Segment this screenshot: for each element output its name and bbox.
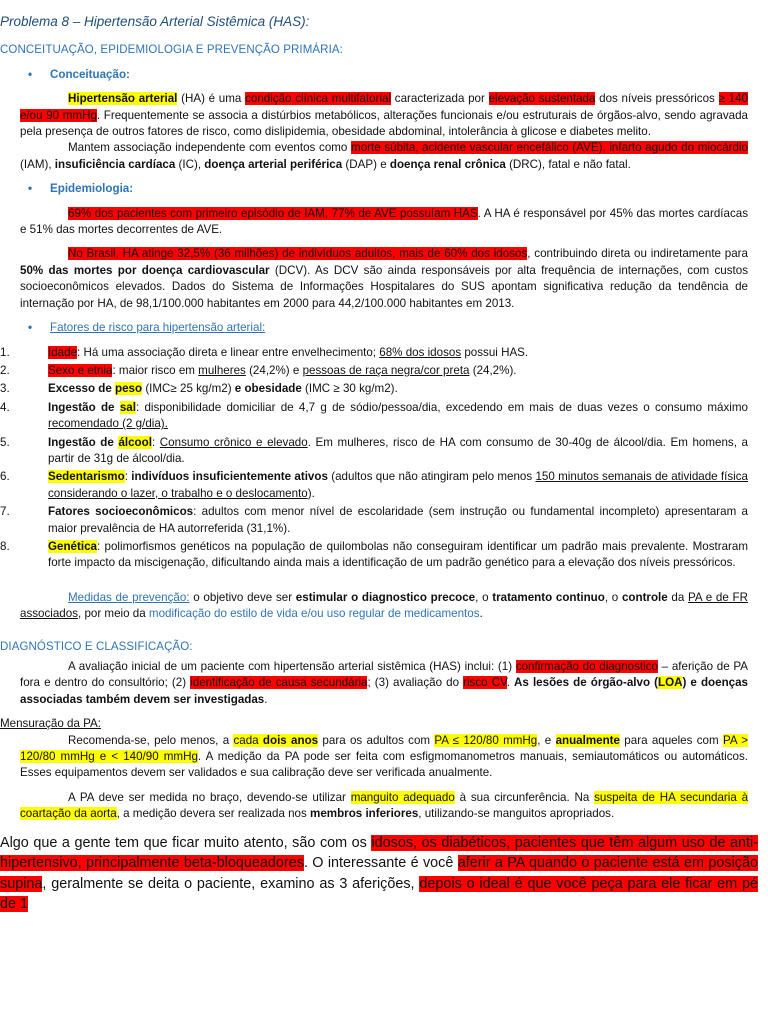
- highlight-term: Idade: [48, 345, 78, 359]
- text-run: possui HAS.: [461, 345, 529, 359]
- list-item: [0, 381, 748, 397]
- text-run: (adultos que não atingiram pelo menos: [327, 470, 536, 484]
- text-run: dos níveis pressóricos: [595, 92, 719, 106]
- bullet-dot-icon: •: [28, 182, 33, 196]
- bold-term: estimular o diagnostico precoce: [295, 590, 476, 604]
- bold-term: indivíduos insuficientemente ativos: [131, 470, 328, 484]
- text-run: (DRC), fatal e não fatal.: [505, 157, 631, 171]
- bold-term: As lesões de órgão-alvo (: [514, 676, 658, 690]
- highlight-term: peso: [115, 382, 143, 396]
- highlight-term: idosos, os diabéticos, pacientes que têm algum uso de anti-hipertensivo, principalmente beta-bloqueadores: [0, 834, 759, 872]
- bold-term: Fatores socioeconômicos: [48, 505, 194, 519]
- highlight-term: Sedentarismo: [48, 470, 125, 484]
- bold-term: Ingestão de: [48, 435, 119, 449]
- text-run: : disponibilidade domiciliar de 4,7 g de sódio/pessoa/dia, excedendo em mais de duas vezes o consumo máximo: [135, 400, 748, 414]
- text-run: : polimorfismos genéticos na população de quilombolas não conseguiram identificar um padrão mais prevalente. Mostraram forte impacto da miscigenação, dificultando ainda mais a identificação de um padrão genético para a elevação dos níveis pressóricos.: [48, 539, 748, 570]
- section-heading-diagnostico: DIAGNÓSTICO E CLASSIFICAÇÃO:: [0, 640, 193, 653]
- text-run: . O interessante é você: [303, 855, 458, 872]
- underlined-term: pessoas de raça negra/cor preta: [302, 363, 470, 377]
- highlight-term: 69% dos pacientes com primeiro episódio de IAM, 77% de AVE possuíam HAS: [68, 206, 478, 220]
- bullet-label: Conceituação:: [50, 67, 130, 81]
- underlined-term: recomendado (2 g/dia).: [48, 417, 168, 431]
- highlight-term: PA ≤ 120/80 mmHg: [434, 733, 538, 747]
- bold-term: e obesidade: [234, 382, 302, 396]
- text-run: . A HA é responsável por 45% das mortes cardíacas e 51% das mortes decorrentes de AVE.: [20, 206, 748, 237]
- bold-term: insuficiência cardíaca: [54, 157, 176, 171]
- text-run: (IMC≥ 25 kg/m2): [142, 382, 235, 396]
- text-run: : Há uma associação direta e linear entre envelhecimento;: [77, 345, 380, 359]
- list-item: [0, 539, 748, 572]
- highlight-term: elevação sustentada: [488, 92, 596, 106]
- text-run: (HA) é uma: [177, 92, 246, 106]
- highlight-term: Sexo e etnia: [48, 363, 113, 377]
- link-style-term: Medidas de prevenção:: [68, 590, 190, 604]
- bullet-epidemiologia: [28, 181, 748, 197]
- list-number: 6.: [0, 470, 10, 484]
- document-title: Problema 8 – Hipertensão Arterial Sistêmica (HAS):: [0, 14, 310, 29]
- text-run: (DCV). As DCV são ainda responsáveis por alta frequência de internações, com custos socioeconômicos elevados. Dados do Sistema de Informações Hospitalares do SUS apontam significativa redução da tendência de internação por HA, de 98,1/100.000 habitantes em 2000 para 44,2/100.000 habitantes em 2013.: [20, 263, 749, 310]
- paragraph-diagnosis: [20, 659, 748, 708]
- text-run: : maior risco em: [112, 363, 199, 377]
- text-run: da: [667, 590, 689, 604]
- bullet-label: Epidemiologia:: [50, 182, 134, 196]
- list-item: [0, 345, 748, 361]
- list-item: [0, 435, 748, 468]
- highlight-term: sal: [119, 400, 136, 414]
- paragraph-associations: [20, 140, 748, 173]
- list-item: [0, 469, 748, 502]
- text-run: . Frequentemente se associa a distúrbios metabólicos, alterações funcionais e/ou estruturais de órgãos-alvo, sendo agravada pela presença de outros fatores de risco, como dislipidemia, obesidade abdominal, intolerância à glicose e diabetes melito.: [20, 108, 748, 139]
- list-number: 4.: [0, 400, 10, 414]
- text-run: , e: [537, 733, 556, 747]
- paragraph-note: [0, 833, 758, 915]
- text-run: à sua circunferência. Na: [454, 790, 595, 804]
- highlight-term: risco CV: [463, 676, 507, 690]
- list-number: 3.: [0, 382, 10, 396]
- underlined-term: 68% dos idosos: [379, 345, 462, 359]
- highlight-term: manguito adequado: [350, 790, 455, 804]
- text-run: :: [151, 435, 160, 449]
- bullet-fatores: [28, 320, 748, 336]
- highlight-term: confirmação do diagnostico: [515, 660, 658, 673]
- bullet-dot-icon: •: [28, 321, 33, 335]
- paragraph-epi-2: [20, 246, 748, 312]
- paragraph-measurement-2: [20, 790, 748, 823]
- text-run: , o: [475, 590, 493, 604]
- text-run: . A medição da PA pode ser feita com esfigmomanometros manuais, semiautomáticos ou automáticos. Esses equipamentos devem ser validados e sua calibração deve ser verificada anualmente.: [20, 750, 748, 780]
- underlined-term: 150 minutos semanais de atividade física considerando o lazer, o trabalho e o deslocamento: [48, 470, 748, 500]
- text-run: Algo que a gente tem que ficar muito atento, são com os: [0, 834, 372, 851]
- bold-term: controle: [621, 590, 668, 604]
- text-run: (24,2%).: [469, 363, 517, 377]
- text-run: , por meio da: [78, 607, 149, 621]
- highlight-term: suspeita de HA secundaria à coartação da aorta: [20, 790, 749, 821]
- text-run: :: [124, 470, 132, 484]
- highlight-term: álcool: [118, 435, 152, 449]
- list-item: [0, 400, 748, 433]
- highlight-term: Hipertensão arterial: [68, 92, 178, 106]
- highlight-term: morte súbita, acidente vascular encefálico (AVE), infarto agudo do miocárdio: [351, 141, 748, 155]
- bullet-dot-icon: •: [28, 67, 33, 81]
- bold-term: ) e doenças associadas também devem ser investigadas: [20, 676, 748, 706]
- subheading-mensuracao: Mensuração da PA:: [0, 717, 101, 731]
- text-run: ).: [307, 486, 315, 500]
- text-run: .: [264, 692, 268, 706]
- text-run: , a medição devera ser realizada nos: [116, 807, 311, 821]
- highlight-term: PA > 120/80 mmHg e < 140/90 mmHg: [20, 733, 748, 764]
- text-run: Recomenda-se, pelo menos, a: [68, 733, 234, 747]
- text-run: (IAM),: [20, 157, 55, 171]
- text-run: – aferição de PA fora e dentro do consultório; (2): [20, 660, 749, 690]
- bold-term: Excesso de: [48, 382, 116, 396]
- bold-term: doença renal crônica: [389, 157, 506, 171]
- text-run: , contribuindo direta ou indiretamente para: [527, 247, 748, 261]
- list-number: 5.: [0, 435, 10, 449]
- text-run: caracterizada por: [391, 92, 489, 106]
- list-number: 2.: [0, 363, 10, 377]
- list-number: 7.: [0, 505, 10, 519]
- text-run: (24,2%) e: [245, 363, 303, 377]
- text-run: ; (3) avaliação do: [367, 676, 464, 690]
- bullet-label: Fatores de risco para hipertensão arterial:: [50, 321, 266, 335]
- paragraph-definition: [20, 91, 748, 140]
- risk-factor-list: [0, 345, 749, 572]
- text-run: (IMC ≥ 30 kg/m2).: [301, 382, 398, 396]
- text-run: para aqueles com: [620, 733, 723, 747]
- bold-term: 50% das mortes por doença cardiovascular: [20, 263, 270, 277]
- list-item: [0, 363, 748, 379]
- highlight-term: aferir a PA quando o paciente está em posição supina: [0, 855, 758, 892]
- text-run: (DAP) e: [342, 157, 390, 171]
- text-run: . Em mulheres, risco de HA com consumo de 30-40g de álcool/dia. Em homens, a partir de 31g de álcool/dia.: [48, 435, 748, 465]
- text-run: para os adultos com: [318, 733, 435, 747]
- section-heading-conceituacao: CONCEITUAÇÃO, EPIDEMIOLOGIA E PREVENÇÃO PRIMÁRIA:: [0, 44, 343, 57]
- text-run: .: [479, 607, 483, 621]
- paragraph-prevention: [20, 590, 748, 623]
- bold-term: membros inferiores: [310, 807, 419, 821]
- bold-term: tratamento continuo: [492, 590, 605, 604]
- highlight-term: No Brasil, HA atinge 32,5% (36 milhões) de indivíduos adultos, mais de 60% dos idosos: [68, 247, 528, 261]
- bullet-conceituacao: [28, 67, 748, 83]
- highlight-term: anualmente: [555, 733, 620, 747]
- paragraph-epi-1: [20, 206, 748, 239]
- paragraph-measurement-1: [20, 733, 748, 782]
- highlight-term: condição clínica multifatorial: [245, 92, 392, 106]
- text-run: : adultos com menor nível de escolaridade (sem instrução ou fundamental incompleto) apresentaram a maior prevalência de HA autorreferida (31,1%).: [48, 505, 749, 535]
- underlined-term: Consumo crônico e elevado: [159, 435, 308, 449]
- blue-term: modificação do estilo de vida e/ou uso regular de medicamentos: [148, 607, 480, 621]
- underlined-term: mulheres: [198, 363, 246, 377]
- text-run: o objetivo deve ser: [189, 590, 296, 604]
- text-run: , o: [604, 590, 622, 604]
- text-run: .: [506, 676, 515, 690]
- bold-term: Ingestão de: [48, 400, 120, 414]
- list-item: [0, 504, 749, 537]
- highlight-term: Genética: [48, 539, 97, 553]
- list-number: 8.: [0, 539, 10, 553]
- highlight-term: dois anos: [262, 733, 319, 747]
- text-run: , geralmente se deita o paciente, examino as 3 aferições,: [42, 875, 420, 892]
- highlight-term: identificação de causa secundária: [190, 676, 368, 690]
- text-run: A PA deve ser medida no braço, devendo-se utilizar: [68, 790, 351, 804]
- highlight-term: LOA: [657, 676, 683, 690]
- text-run: Mantem associação independente com eventos como: [68, 141, 352, 155]
- bold-term: doença arterial periférica: [204, 157, 343, 171]
- text-run: A avaliação inicial de um paciente com hipertensão arterial sistêmica (HAS) inclui: (1): [68, 660, 516, 673]
- list-number: 1.: [0, 345, 10, 359]
- highlight-term: depois o ideal é que você peça para ele ficar em pé de 1: [0, 875, 758, 913]
- highlight-term: ≥ 140 e/ou 90 mmHg: [20, 92, 748, 122]
- highlight-term: cada: [233, 733, 263, 747]
- text-run: , utilizando-se manguitos apropriados.: [418, 807, 615, 821]
- underlined-term: PA e de FR associados: [20, 590, 748, 621]
- text-run: (IC),: [175, 157, 205, 171]
